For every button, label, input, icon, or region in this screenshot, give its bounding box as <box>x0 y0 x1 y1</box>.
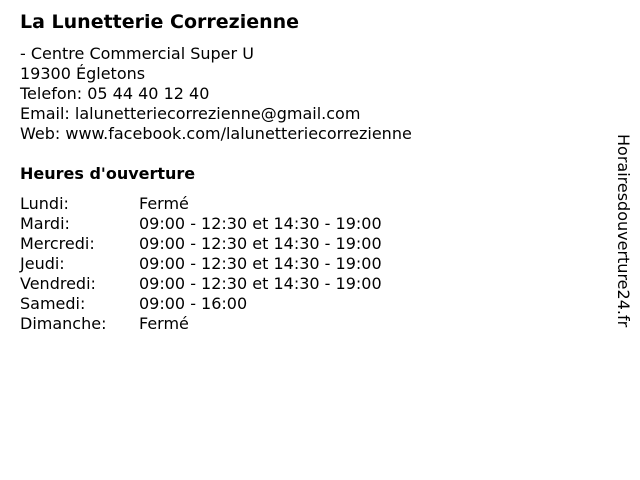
email-text: Email: lalunetteriecorrezienne@gmail.com <box>20 104 361 123</box>
site-watermark: Horairesdouverture24.fr <box>614 134 633 328</box>
phone-text: Telefon: 05 44 40 12 40 <box>20 84 210 103</box>
hours-value: Fermé <box>139 314 189 333</box>
business-info <box>20 44 412 144</box>
day-label: Dimanche: <box>20 314 107 333</box>
web-text: Web: www.facebook.com/lalunetteriecorrezienne <box>20 124 412 143</box>
day-label: Mardi: <box>20 214 70 233</box>
address-line-2: 19300 Égletons <box>20 64 146 83</box>
hours-value: 09:00 - 12:30 et 14:30 - 19:00 <box>139 254 382 273</box>
day-label: Mercredi: <box>20 234 95 253</box>
hours-value: 09:00 - 12:30 et 14:30 - 19:00 <box>139 274 382 293</box>
business-name: La Lunetterie Correzienne <box>20 11 300 33</box>
address-line-1: - Centre Commercial Super U <box>20 44 254 63</box>
hours-heading: Heures d'ouverture <box>20 164 196 183</box>
day-label: Vendredi: <box>20 274 96 293</box>
hours-value: 09:00 - 12:30 et 14:30 - 19:00 <box>139 234 382 253</box>
hours-value: Fermé <box>139 194 189 213</box>
day-label: Jeudi: <box>20 254 65 273</box>
hours-value: 09:00 - 16:00 <box>139 294 248 313</box>
hours-value: 09:00 - 12:30 et 14:30 - 19:00 <box>139 214 382 233</box>
day-label: Samedi: <box>20 294 86 313</box>
day-label: Lundi: <box>20 194 69 213</box>
